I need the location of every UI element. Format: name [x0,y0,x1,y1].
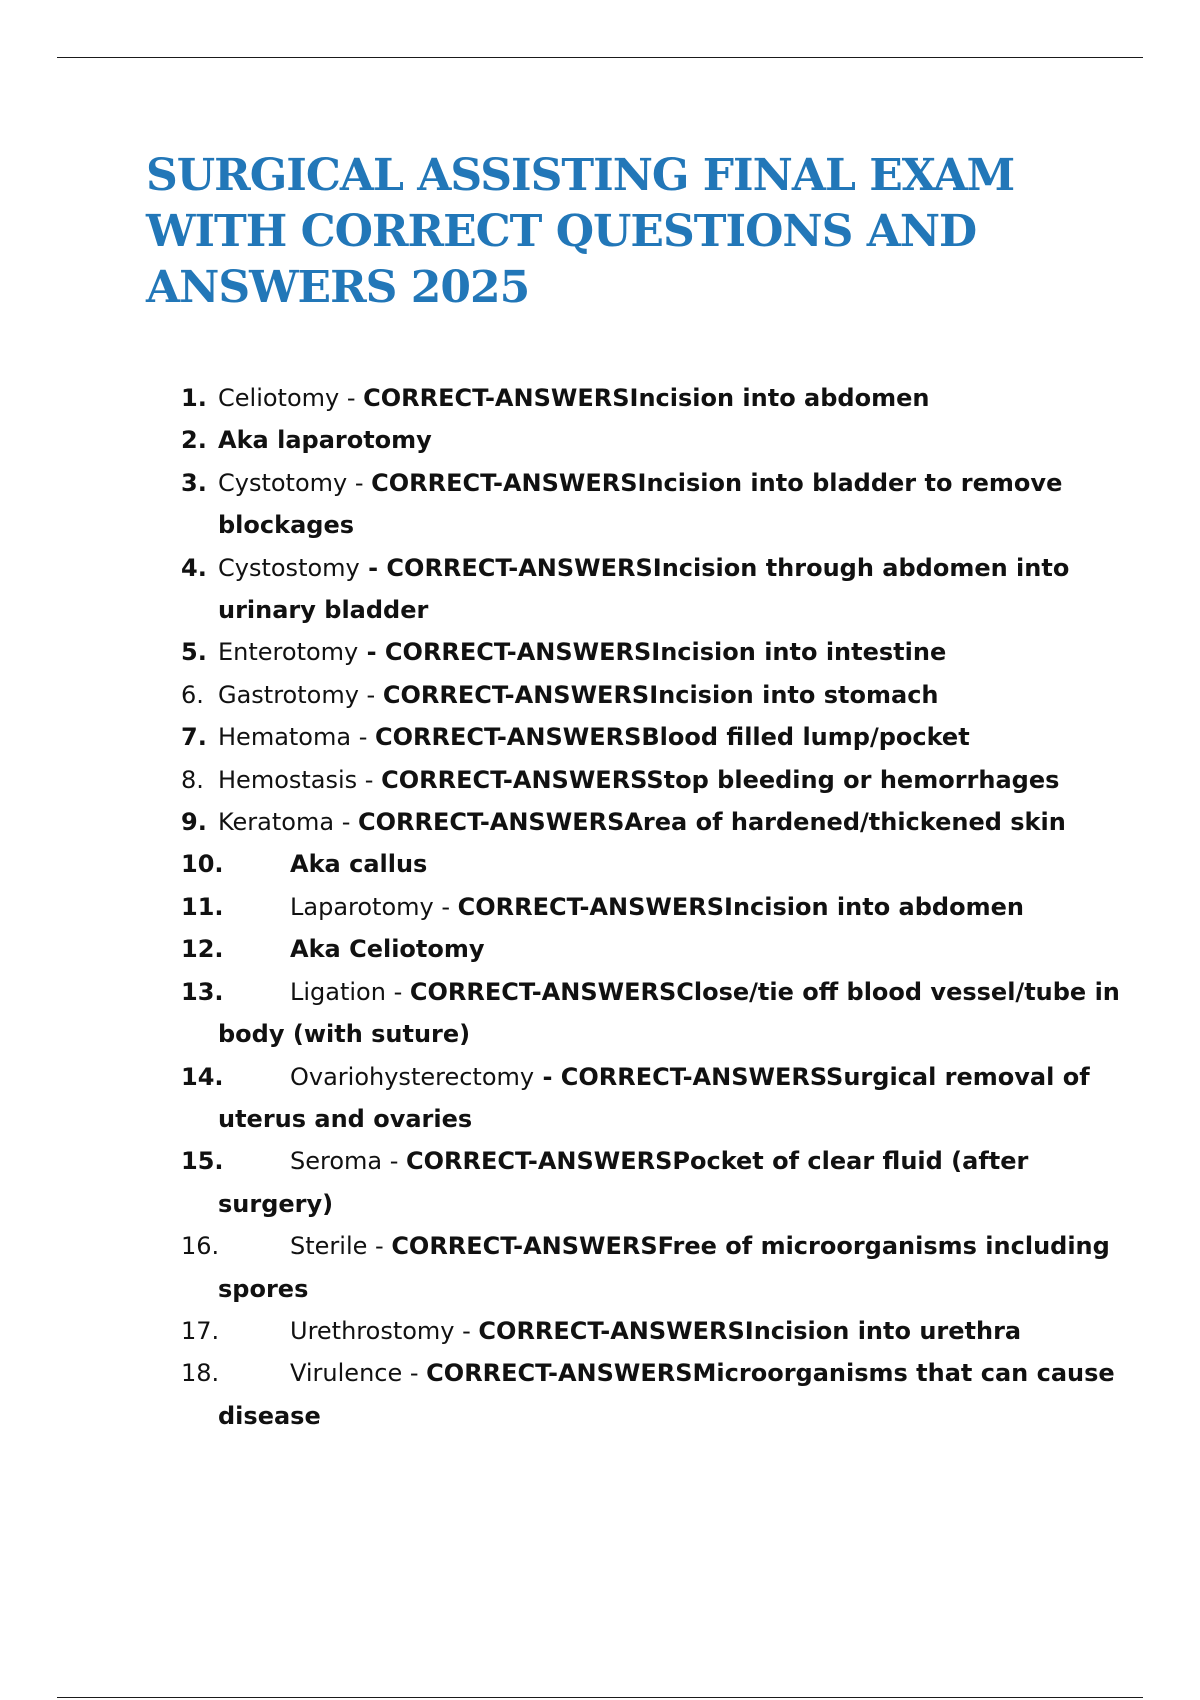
item-term: Cystotomy [218,468,348,497]
item-answer: CORRECT-ANSWERSBlood filled lump/pocket [375,723,970,752]
item-term: Keratoma [218,808,335,837]
item-term: Virulence [290,1359,403,1388]
item-number: 17. [181,1316,220,1345]
title-line-2: WITH CORRECT QUESTIONS AND [146,206,977,257]
item-answer: CORRECT-ANSWERSIncision into intestine [384,638,947,667]
item-number: 18. [181,1359,220,1388]
item-number: 1. [181,384,207,412]
item-separator: - [433,892,458,921]
item-number: 2. [181,426,207,455]
item-number: 3. [181,468,207,497]
item-answer: CORRECT-ANSWERSPocket of clear fluid (after surgery) [218,1147,1029,1218]
item-number: 6. [181,680,204,709]
item-separator: - [334,808,358,837]
item-term: Sterile [290,1232,368,1261]
item-number: 9. [181,808,207,837]
item-term: Seroma [290,1147,383,1176]
qa-item [0,1140,1200,1225]
item-term: Celiotomy [218,384,340,412]
top-rule [57,57,1143,58]
item-answer: CORRECT-ANSWERSClose/tie off blood vessel/tube in body (with suture) [218,977,1120,1049]
qa-list [0,377,1200,1437]
item-number: 8. [181,765,204,794]
qa-item [0,1310,1200,1352]
item-number: 12. [181,935,224,964]
item-answer: CORRECT-ANSWERSIncision through abdomen into urinary bladder [218,553,1070,625]
qa-item [0,759,1200,801]
item-separator: - [357,765,382,794]
item-number: 14. [181,1062,224,1091]
qa-item [0,716,1200,758]
item-answer: CORRECT-ANSWERSIncision into abdomen [457,892,1024,921]
qa-item [0,1352,1200,1437]
item-answer: Aka callus [290,850,428,879]
item-number: 10. [181,850,224,879]
qa-item [0,801,1200,843]
item-separator: - [454,1316,479,1345]
item-answer: CORRECT-ANSWERSArea of hardened/thickened skin [357,808,1066,837]
item-answer: Aka laparotomy [218,426,432,455]
item-answer: CORRECT-ANSWERSStop bleeding or hemorrhages [381,765,1060,794]
qa-item [0,1056,1200,1141]
item-term: Ligation [290,977,386,1006]
item-answer: CORRECT-ANSWERSIncision into urethra [478,1316,1022,1345]
item-number: 4. [181,553,207,582]
item-separator: - [382,1147,407,1176]
item-separator: - [358,638,385,667]
item-separator: - [359,553,387,582]
document-title [146,148,1106,316]
item-number: 13. [181,977,224,1006]
item-separator: - [402,1359,427,1388]
item-number: 15. [181,1147,224,1176]
qa-item [0,843,1200,885]
item-number: 5. [181,638,207,667]
item-term: Cystostomy [218,553,360,582]
item-separator: - [385,977,410,1006]
item-answer: CORRECT-ANSWERSIncision into stomach [382,680,939,709]
qa-item [0,419,1200,461]
item-separator: - [351,723,375,752]
item-separator: - [534,1062,561,1091]
item-answer: CORRECT-ANSWERSIncision into bladder to remove blockages [218,468,1063,540]
qa-item [0,971,1200,1056]
item-separator: - [367,1232,392,1261]
title-line-1: SURGICAL ASSISTING FINAL EXAM [146,150,1015,201]
item-term: Laparotomy [290,892,434,921]
item-answer: CORRECT-ANSWERSFree of microorganisms including spores [218,1232,1110,1303]
qa-item [0,886,1200,928]
item-separator: - [358,680,383,709]
qa-item [0,462,1200,547]
title-line-3: ANSWERS 2025 [146,262,530,313]
qa-item [0,1225,1200,1310]
item-answer: Aka Celiotomy [290,935,485,964]
item-answer: CORRECT-ANSWERSIncision into abdomen [363,384,930,412]
item-number: 16. [181,1232,220,1261]
qa-item [0,674,1200,716]
item-separator: - [339,384,364,412]
item-term: Enterotomy [218,638,359,667]
qa-item [0,547,1200,632]
qa-item [0,928,1200,970]
item-answer: CORRECT-ANSWERSSurgical removal of uterus and ovaries [218,1062,1090,1133]
bottom-rule [57,1697,1143,1698]
item-term: Gastrotomy [218,680,359,709]
qa-item [0,631,1200,673]
item-term: Hematoma [218,723,352,752]
qa-item [0,377,1200,419]
item-answer: CORRECT-ANSWERSMicroorganisms that can cause disease [218,1359,1115,1430]
item-term: Ovariohysterectomy [290,1062,535,1091]
item-term: Hemostasis [218,765,358,794]
item-number: 11. [181,892,224,921]
item-separator: - [347,468,372,497]
item-term: Urethrostomy [290,1316,455,1345]
item-number: 7. [181,723,207,752]
